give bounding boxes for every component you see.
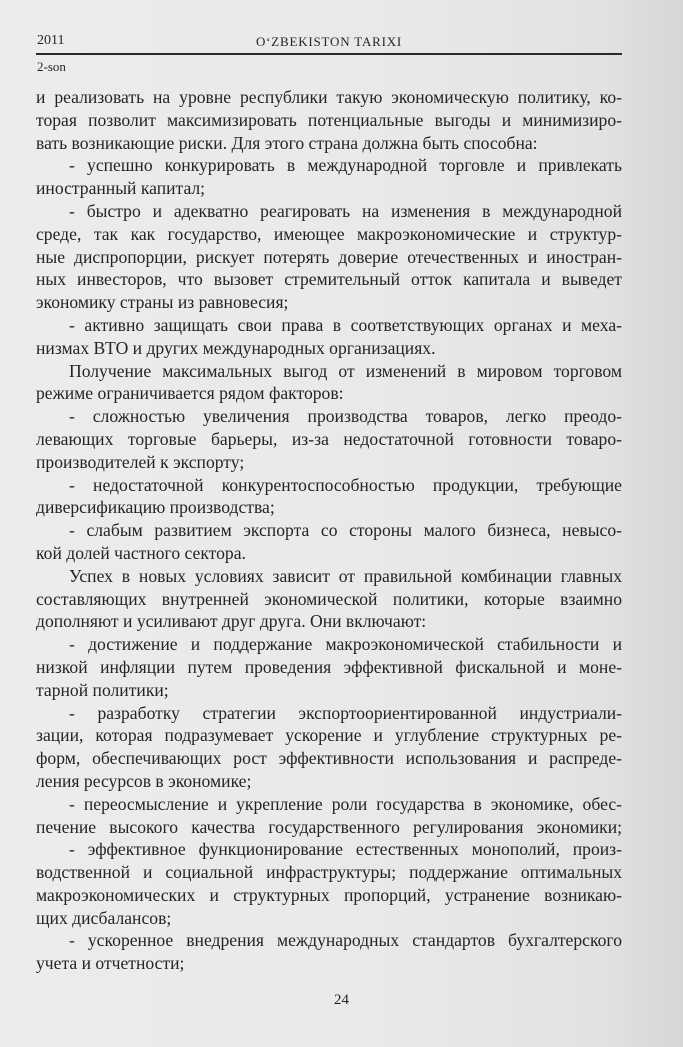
list-item [36,154,622,200]
issue-number: 2-son [37,59,66,74]
text-line: водственной и социальной инфраструктуры; поддержание оптимальных [36,862,622,883]
paragraph [36,360,622,406]
list-item [36,838,622,929]
article-body [36,86,622,975]
text-line: левающих торговые барьеры, из-за недостаточной готовности товаро- [36,428,622,449]
text-line: составляющих внутренней экономической политики, которые взаимно [36,588,622,609]
list-item [36,929,622,975]
text-line: зации, которая подразумевает ускорение и углубление структурных ре- [36,725,622,746]
text-line: вать возникающие риски. Для этого страна должна быть способна: [36,132,538,153]
text-line: среде, так как государство, имеющее макроэкономические и структур- [36,223,622,244]
text-line: - быстро и адекватно реагировать на изменения в международной [69,200,622,221]
text-line: - активно защищать свои права в соответствующих органах и меха- [69,314,622,335]
list-item [36,633,622,701]
text-line: макроэкономических и структурных пропорций, устранение возникаю- [36,884,622,905]
text-line: низкой инфляции путем проведения эффективной фискальной и моне- [36,656,622,677]
text-line: учета и отчетности; [36,953,185,974]
text-line: ные диспропорции, рискует потерять доверие отечественных и иностран- [36,246,622,267]
text-line: дополняют и усиливают друг друга. Они включают: [36,611,427,632]
text-line: режиме ограничивается рядом факторов: [36,383,344,404]
text-line: кой долей частного сектора. [36,542,246,563]
text-line: Успех в новых условиях зависит от правильной комбинации главных [69,565,622,586]
page-number: 24 [334,992,349,1008]
text-line: низмах ВТО и других международных организациях. [36,337,436,358]
list-item [36,702,622,793]
text-line: экономику страны из равновесия; [36,292,289,313]
text-line: форм, обеспечивающих рост эффективности использования и распреде- [36,748,622,769]
text-line: - разработку стратегии экспортоориентированной индустриали- [69,702,622,723]
list-item [36,405,622,473]
text-line: - сложностью увеличения производства товаров, легко преодо- [69,406,622,427]
text-line: - переосмысление и укрепление роли государства в экономике, обес- [69,793,622,814]
list-item [36,519,622,565]
text-line: и реализовать на уровне республики такую экономическую политику, ко- [36,87,622,107]
header-year: 2011 [37,33,65,48]
text-line: ления ресурсов в экономике; [36,770,252,791]
text-line: торая позволит максимизировать потенциальные выгоды и минимизиро- [36,109,622,130]
text-line: щих дисбалансов; [36,907,172,928]
text-line: - слабым развитием экспорта со стороны малого бизнеса, невысо- [69,520,622,541]
text-line: - успешно конкурировать в международной торговле и привлекать [69,155,622,176]
journal-title: O‘ZBEKISTON TARIXI [255,34,403,49]
header-rule [36,53,622,55]
text-line: - недостаточной конкурентоспособностью продукции, требующие [69,474,622,495]
text-line: ных инвесторов, что вызовет стремительный отток капитала и выведет [36,269,622,290]
list-item [36,200,622,314]
text-line: иностранный капитал; [36,178,206,199]
list-item [36,793,622,839]
text-line: - ускоренное внедрения международных стандартов бухгалтерского [69,930,622,951]
text-line: диверсификацию производства; [36,497,275,518]
text-line: - эффективное функционирование естественных монополий, произ- [69,839,622,860]
text-line: печение высокого качества государственного регулирования экономики; [36,816,622,837]
text-line: Получение максимальных выгод от изменений в мировом торговом [69,360,622,381]
text-line: производителей к экспорту; [36,451,245,472]
list-item [36,474,622,520]
text-line: тарной политики; [36,679,169,700]
list-item [36,314,622,360]
paragraph [36,86,622,154]
paragraph [36,565,622,633]
text-line: - достижение и поддержание макроэкономической стабильности и [69,634,622,655]
